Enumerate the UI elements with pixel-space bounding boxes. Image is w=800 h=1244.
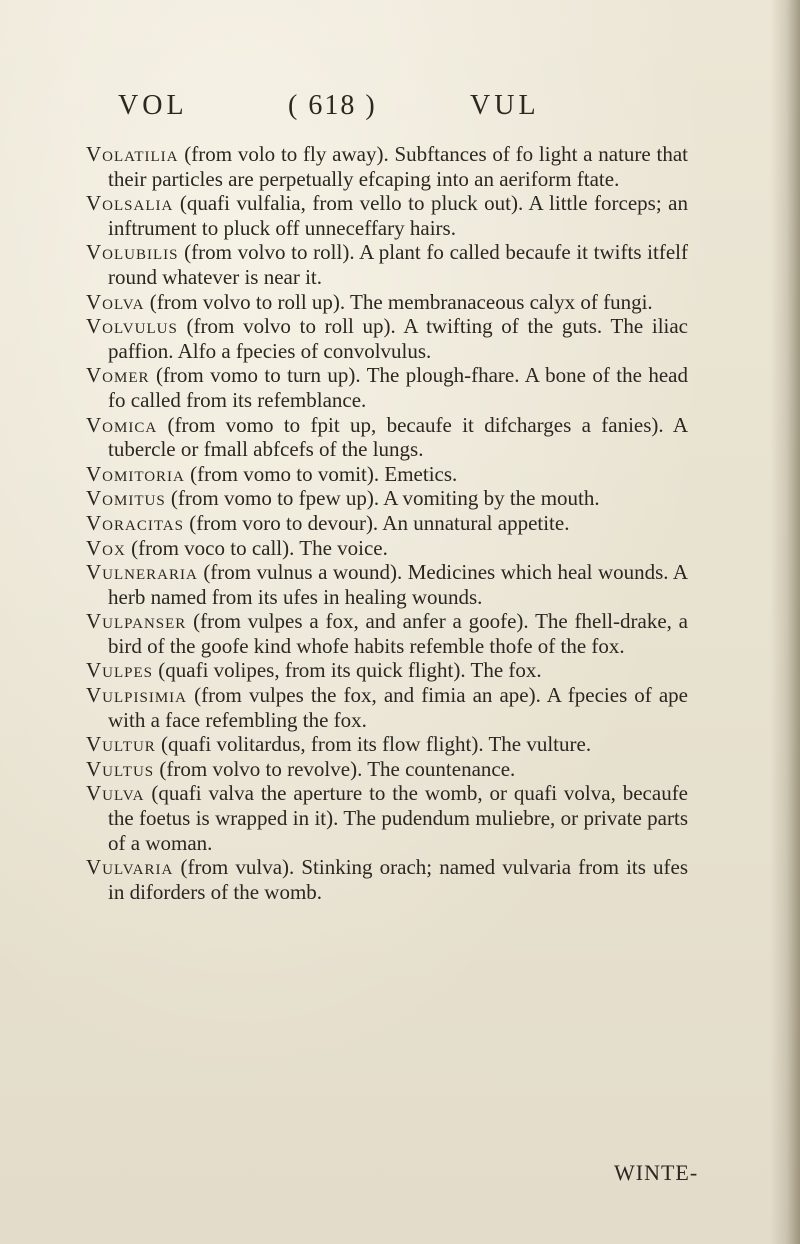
definition: (from volvo to roll up). A twifting of the guts. The iliac paffion. Alfo a fpecies of convolvulus.: [108, 314, 689, 363]
headword: Volatilia: [86, 142, 179, 166]
headword: Volvulus: [86, 314, 178, 339]
definition: (from vulnus a wound). Medicines which heal wounds. A herb named from its ufes in healing wounds.: [108, 560, 689, 609]
dictionary-entry: [86, 560, 688, 609]
dictionary-entry: [86, 363, 688, 412]
dictionary-entry: [86, 462, 688, 487]
dictionary-entry: [86, 732, 688, 757]
dictionary-entry: [86, 314, 688, 363]
dictionary-entry: [86, 536, 688, 561]
header-right: VUL: [470, 90, 540, 121]
header-left: VOL: [118, 90, 188, 121]
dictionary-entry: [86, 486, 688, 511]
headword: Vomitoria: [86, 461, 185, 486]
definition: (from volvo to roll). A plant fo called becaufe it twifts itfelf round whatever is near it.: [108, 240, 688, 289]
headword: Vomer: [86, 363, 150, 388]
headword: Vulpisimia: [86, 683, 188, 708]
headword: Vulvaria: [86, 855, 174, 880]
headword: Volsalia: [86, 191, 174, 216]
headword: Vulpanser: [86, 609, 187, 634]
definition: (from vulpes a fox, and anfer a goofe). The fhell-drake, a bird of the goofe kind whofe habits refemble thofe of the fox.: [108, 609, 689, 658]
headword: Vultus: [86, 756, 155, 781]
definition: (quafi volitardus, from its flow flight). The vulture.: [161, 732, 592, 757]
definition: (from vomo to vomit). Emetics.: [190, 461, 458, 486]
definition: (from vomo to fpew up). A vomiting by the mouth.: [170, 486, 600, 511]
definition: (quafi valva the aperture to the womb, or quafi volva, becaufe the foetus is wrapped in it). The pudendum muliebre, or private parts of a woman.: [108, 781, 689, 855]
page-number: ( 618 ): [288, 90, 377, 121]
headword: Vulva: [86, 781, 145, 806]
definition: (quafi volipes, from its quick flight). The fox.: [158, 658, 542, 683]
definition: (from vulpes the fox, and fimia an ape). A fpecies of ape with a face refembling the fox.: [108, 683, 688, 732]
running-header: [118, 90, 678, 130]
dictionary-entry: [86, 855, 688, 904]
dictionary-entry: [86, 683, 688, 732]
dictionary-entry: [86, 609, 688, 658]
dictionary-entry: [86, 413, 688, 462]
headword: Vultur: [86, 732, 156, 757]
definition: (from voco to call). The voice.: [131, 535, 388, 560]
definition: (from voro to devour). An unnatural appetite.: [189, 510, 570, 535]
dictionary-entry: [86, 511, 688, 536]
headword: Vulneraria: [86, 560, 198, 585]
headword: Voracitas: [86, 510, 184, 535]
headword: Vulpes: [86, 658, 154, 683]
dictionary-entry: [86, 290, 688, 315]
dictionary-entry: [86, 240, 688, 289]
dictionary-entry: [86, 781, 688, 855]
dictionary-entries: [86, 142, 688, 904]
dictionary-entry: [86, 191, 688, 240]
definition: (from vomo to turn up). The plough-fhare. A bone of the head fo called from its refemblance.: [108, 363, 688, 412]
definition: (from volo to fly away). Subftances of fo light a nature that their particles are perpetually efcaping into an aeriform ftate.: [108, 142, 689, 191]
headword: Vox: [86, 535, 126, 560]
dictionary-entry: [86, 757, 688, 782]
dictionary-entry: [86, 658, 688, 683]
definition: (from vomo to fpit up, becaufe it difcharges a fanies). A tubercle or fmall abfcefs of the lungs.: [108, 412, 688, 462]
headword: Vomitus: [86, 486, 166, 511]
definition: (from volvo to revolve). The countenance.: [159, 756, 516, 781]
definition: (from vulva). Stinking orach; named vulvaria from its ufes in diforders of the womb.: [108, 855, 688, 904]
headword: Vomica: [86, 412, 158, 437]
catchword: WINTE-: [614, 1160, 699, 1185]
dictionary-entry: [86, 142, 688, 191]
page-edge-shadow: [770, 0, 800, 1244]
headword: Volva: [86, 289, 145, 314]
headword: Volubilis: [86, 240, 179, 265]
definition: (quafi vulfalia, from vello to pluck out). A little forceps; an inftrument to pluck off unneceffary hairs.: [108, 191, 688, 240]
definition: (from volvo to roll up). The membranaceous calyx of fungi.: [149, 289, 653, 314]
